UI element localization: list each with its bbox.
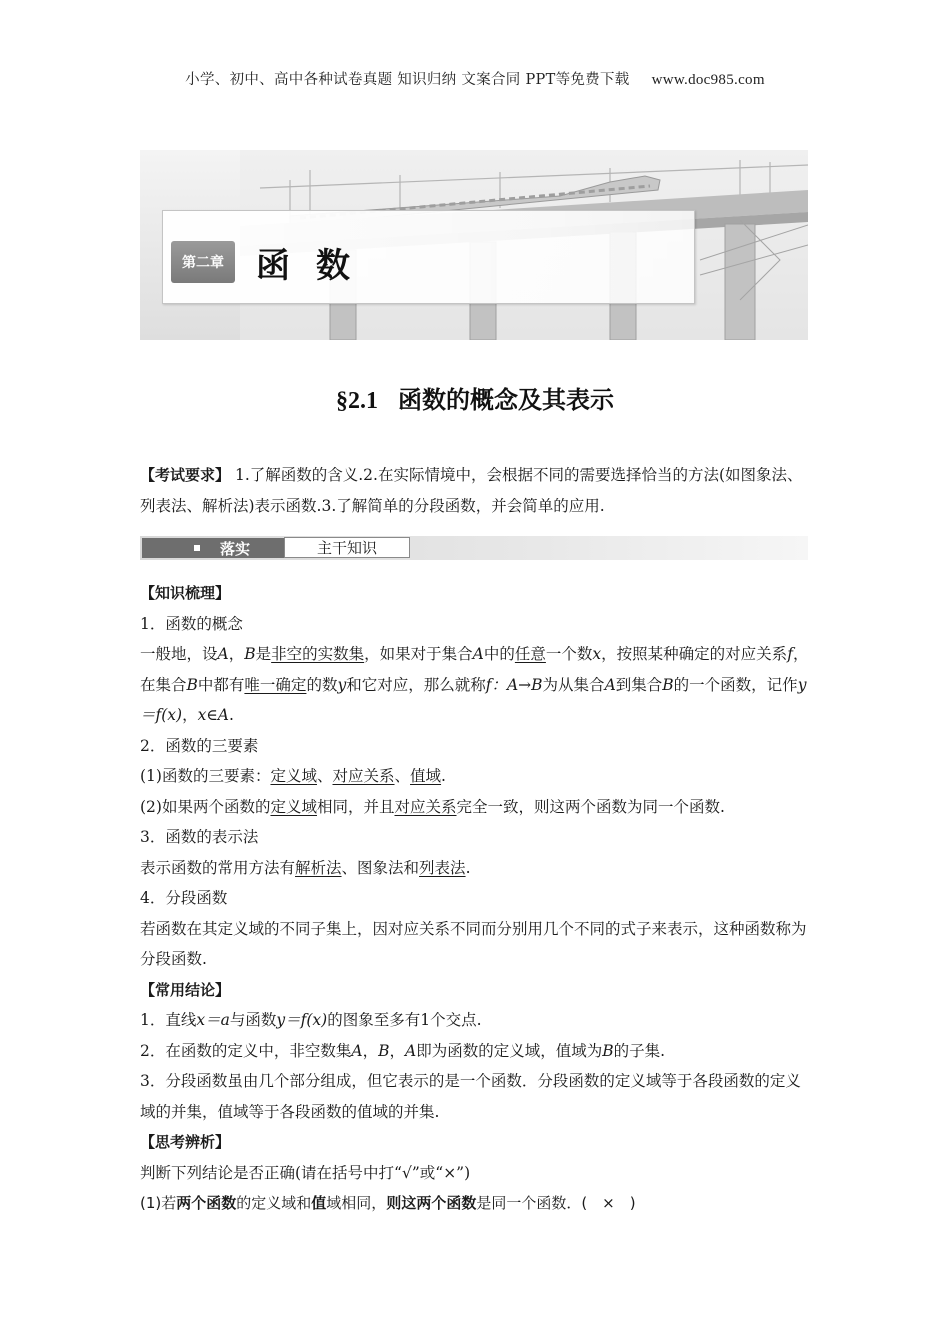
conclusion-2 bbox=[140, 1036, 812, 1067]
c2-text: 2．在函数的定义中，非空数集 bbox=[140, 1041, 352, 1060]
thinking-intro: 判断下列结论是否正确(请在括号中打“√”或“×”) bbox=[140, 1163, 471, 1182]
s2-title: 2．函数的三要素 bbox=[140, 736, 259, 755]
c2-text: 的子集. bbox=[613, 1041, 666, 1060]
s2-blank: 对应关系 bbox=[394, 797, 457, 816]
s2-text: 相同，并且 bbox=[316, 797, 395, 816]
s1-var: B bbox=[186, 675, 198, 694]
s1-var: A bbox=[472, 645, 484, 663]
c2-var: B bbox=[602, 1041, 614, 1060]
c1-text: 的图象至多有1个交点. bbox=[327, 1011, 482, 1029]
conclusion-1 bbox=[140, 1005, 812, 1036]
s1-blank: 任意 bbox=[514, 645, 546, 663]
s1-text: ， bbox=[228, 645, 245, 663]
s1-text: 为从集合 bbox=[542, 675, 605, 694]
band-light-tab: 主干知识 bbox=[284, 537, 410, 558]
q1-text: 域相同， bbox=[326, 1194, 387, 1212]
s3-text: 表示函数的常用方法有 bbox=[140, 858, 296, 877]
s2-item-1 bbox=[140, 761, 812, 792]
s1-text: 的数 bbox=[306, 675, 338, 694]
thinking-heading: 【思考辨析】 bbox=[140, 1133, 231, 1151]
s1-paragraph bbox=[140, 639, 812, 731]
s1-var: B bbox=[244, 645, 256, 663]
s1-title: 1．函数的概念 bbox=[140, 614, 243, 633]
q1-bold: 两个函数 bbox=[176, 1194, 237, 1212]
s3-title: 3．函数的表示法 bbox=[140, 828, 259, 846]
s1-var: f bbox=[787, 645, 793, 663]
s1-var: y bbox=[337, 675, 347, 694]
thinking-question-1 bbox=[140, 1188, 812, 1219]
header-site[interactable]: www.doc985.com bbox=[651, 72, 765, 88]
s1-var: A bbox=[217, 645, 229, 663]
requirements-label: 【考试要求】 bbox=[140, 466, 231, 484]
band-dark-tab bbox=[142, 538, 284, 558]
page-header bbox=[0, 68, 950, 89]
s1-text: ， bbox=[182, 706, 198, 724]
s2-blank: 值域 bbox=[410, 767, 442, 785]
c1-text: 与函数 bbox=[229, 1011, 277, 1029]
section-name: 函数的概念及其表示 bbox=[398, 386, 614, 414]
s3-blank: 列表法 bbox=[419, 858, 466, 877]
s1-text: ，按照某种确定的对应关系 bbox=[601, 645, 788, 663]
s1-var: B bbox=[662, 675, 674, 694]
s1-blank: 唯一确定 bbox=[244, 675, 307, 694]
s2-blank: 对应关系 bbox=[332, 767, 395, 785]
c2-text: ， bbox=[389, 1041, 405, 1060]
s3-blank: 解析法 bbox=[295, 858, 342, 877]
s1-text: 一般地，设 bbox=[140, 645, 218, 663]
c1-text: 1．直线 bbox=[140, 1011, 197, 1029]
chapter-title-box bbox=[162, 210, 695, 304]
s2-text: (2)如果两个函数的 bbox=[140, 797, 271, 816]
c2-var: A bbox=[405, 1041, 417, 1060]
s1-text: 一个数 bbox=[545, 645, 593, 663]
s1-text: 的一个函数，记作 bbox=[673, 675, 798, 694]
c2-text: ， bbox=[362, 1041, 379, 1060]
conclusion-3: 3．分段函数虽由几个部分组成，但它表示的是一个函数．分段函数的定义域等于各段函数的定义域的并集，值域等于各段函数的值域的并集. bbox=[140, 1072, 801, 1121]
q1-bold: 值 bbox=[311, 1194, 327, 1212]
s4-paragraph: 若函数在其定义域的不同子集上，因对应关系不同而分别用几个不同的式子来表示，这种函数称为分段函数. bbox=[140, 919, 807, 968]
s2-blank: 定义域 bbox=[270, 767, 317, 785]
section-number: §2.1 bbox=[336, 388, 378, 414]
q1-text: (1)若 bbox=[140, 1194, 177, 1212]
section-title bbox=[0, 380, 950, 415]
s2-text: . bbox=[441, 767, 446, 785]
header-text: 小学、初中、高中各种试卷真题 知识归纳 文案合同 PPT等免费下载 bbox=[185, 72, 630, 88]
s1-text: . bbox=[229, 706, 234, 724]
requirements-text: 1.了解函数的含义.2.在实际情境中，会根据不同的需要选择恰当的方法(如图象法、列表法、解析法)表示函数.3.了解简单的分段函数，并会简单的应用. bbox=[140, 466, 803, 515]
s1-math: y＝f(x) bbox=[140, 675, 807, 724]
band-dark-label: 落实 bbox=[220, 539, 251, 558]
conclusions-heading: 【常用结论】 bbox=[140, 980, 231, 999]
main-body bbox=[140, 578, 812, 1219]
s2-text: 、 bbox=[394, 767, 411, 785]
s1-text: 和它对应，那么就称 bbox=[346, 675, 486, 694]
square-bullet-icon bbox=[194, 545, 200, 551]
s3-text: 、图象法和 bbox=[341, 858, 420, 877]
s1-text: 中都有 bbox=[197, 675, 245, 694]
s1-text: 到集合 bbox=[615, 675, 663, 694]
s4-title: 4．分段函数 bbox=[140, 889, 228, 907]
c2-text: 即为函数的定义域，值域为 bbox=[416, 1041, 603, 1060]
s1-blank: 非空的实数集 bbox=[271, 645, 365, 663]
s1-math: f：A→B bbox=[485, 675, 543, 694]
s2-blank: 定义域 bbox=[270, 797, 317, 816]
s1-text: ，在集合 bbox=[140, 645, 809, 694]
s3-text: . bbox=[465, 858, 471, 877]
c2-var: B bbox=[378, 1041, 390, 1060]
c1-math: x＝a bbox=[196, 1011, 230, 1029]
s1-var: x bbox=[592, 645, 602, 663]
s2-text: 完全一致，则这两个函数为同一个函数. bbox=[456, 797, 725, 816]
exam-requirements bbox=[140, 460, 812, 521]
s2-text: (1)函数的三要素： bbox=[140, 767, 271, 785]
knowledge-heading: 【知识梳理】 bbox=[140, 584, 231, 602]
q1-text: 是同一个函数．( × ) bbox=[476, 1194, 636, 1212]
s1-text: ，如果对于集合 bbox=[364, 645, 473, 663]
s1-var: A bbox=[604, 675, 616, 694]
chapter-title: 函数 bbox=[256, 246, 376, 286]
s1-text: 中的 bbox=[483, 645, 515, 663]
s3-paragraph bbox=[140, 853, 812, 884]
s2-text: 、 bbox=[316, 767, 333, 785]
c1-math: y＝f(x) bbox=[276, 1011, 328, 1029]
q1-bold: 则这两个函数 bbox=[386, 1194, 477, 1212]
s1-text: 是 bbox=[255, 645, 272, 663]
q1-text: 的定义域和 bbox=[236, 1194, 312, 1212]
s2-item-2 bbox=[140, 792, 812, 823]
c2-var: A bbox=[351, 1041, 363, 1060]
s1-math: x∈A bbox=[197, 706, 230, 724]
chapter-badge: 第二章 bbox=[171, 241, 235, 283]
